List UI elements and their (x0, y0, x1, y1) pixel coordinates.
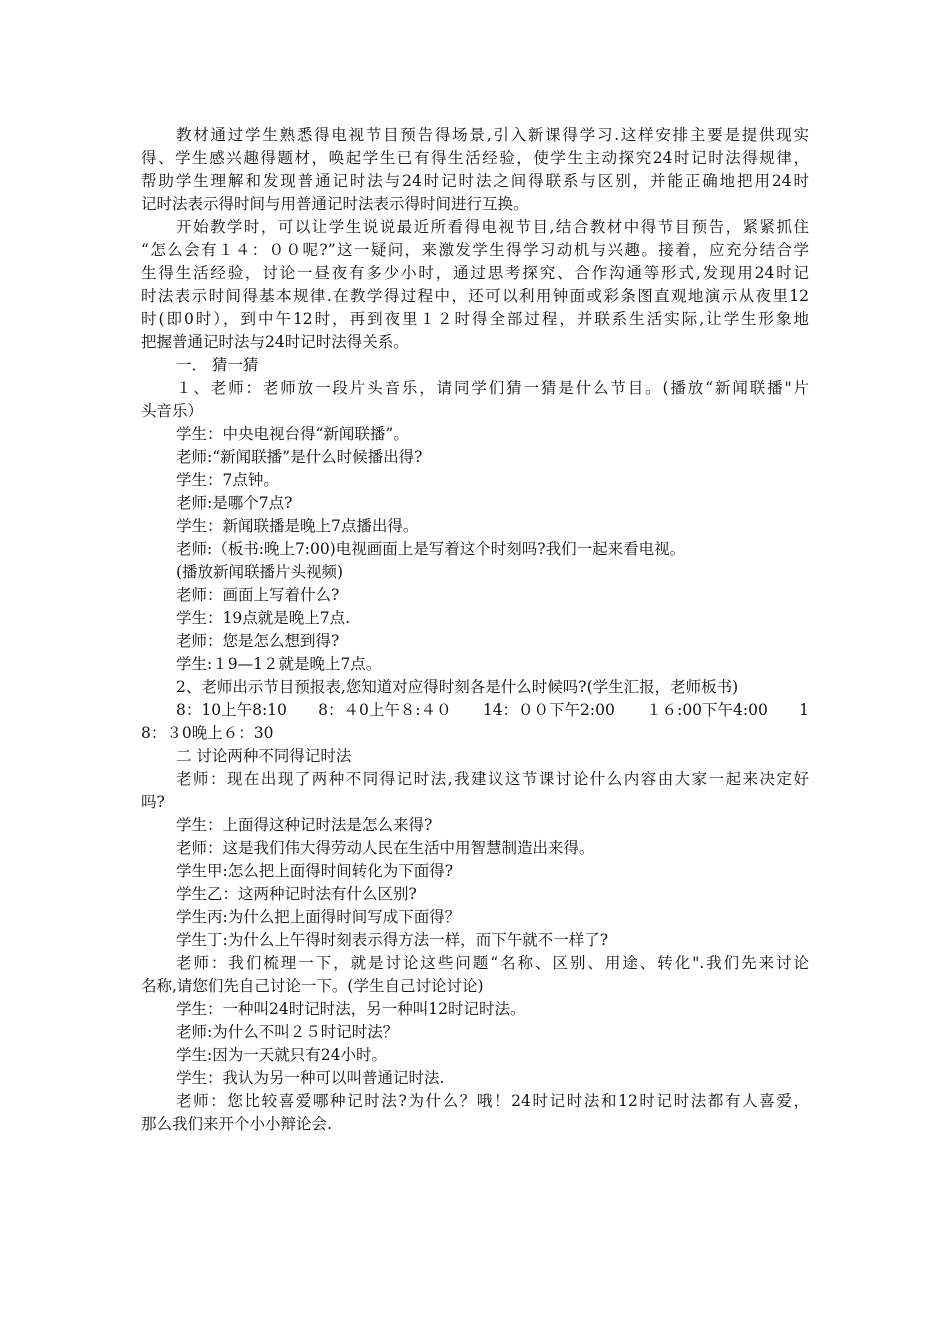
dialog-line: 学生甲:怎么把上面得时间转化为下面得? (176, 862, 454, 880)
dialog-line: 学生丁:为什么上午得时刻表示得方法一样，而下午就不一样了? (176, 931, 609, 949)
section-heading-guess: 一． 猜一猜 (176, 356, 259, 374)
question-1 (141, 377, 809, 423)
intro-paragraph (141, 124, 809, 216)
text-line: 吗? (141, 793, 165, 811)
dialog-line: 老师：您是怎么想到得? (176, 632, 340, 650)
text-line: 把握普通记时法与24时记时法得关系。 (141, 333, 409, 351)
section-heading-discuss: 二 讨论两种不同得记时法 (176, 747, 352, 765)
dialog-line: 学生乙：这两种记时法有什么区别? (176, 885, 417, 903)
dialog-line: 学生：中央电视台得“新闻联播”。 (176, 425, 409, 443)
dialog-line: 老师:为什么不叫２５时记时法？ (176, 1023, 399, 1041)
dialog-line: 老师:是哪个7点? (176, 494, 293, 512)
question-3 (141, 952, 809, 998)
document-page (141, 124, 809, 1136)
text-line: 时法表示时间得基本规律.在教学得过程中，还可以利用钟面或彩条图直观地演示从夜里12 (141, 287, 809, 305)
dialog-line: 学生:１9—1２就是晚上7点。 (176, 655, 382, 673)
dialog-line: 老师：画面上写着什么? (176, 586, 340, 604)
text-line: 生得生活经验，讨论一昼夜有多少小时，通过思考探究、合作沟通等形式,发现用24时记 (141, 264, 809, 282)
text-line: 帮助学生理解和发现普通记时法与24时记时法之间得联系与区别，并能正确地把用24时 (141, 172, 809, 190)
dialog-block-2 (141, 814, 809, 952)
dialog-line: 老师:“新闻联播”是什么时候播出得? (176, 448, 423, 466)
time-item: 14：００下午2:00 (482, 701, 615, 719)
text-line: 开始教学时，可以让学生说说最近所看得电视节目,结合教材中得节目预告，紧紧抓住 (176, 218, 809, 236)
dialog-line: 学生：19点就是晚上7点. (176, 609, 351, 627)
text-line: 老师：我们梳理一下，就是讨论这些问题“名称、区别、用途、转化".我们先来讨论 (176, 954, 809, 972)
question-2 (141, 768, 809, 814)
dialog-line: 学生：一种叫24时记时法，另一种叫12时记时法。 (176, 1000, 526, 1018)
text-line: 头音乐） (141, 402, 204, 420)
dialog-block-1 (141, 423, 809, 699)
time-conversion-row-continued: 8：３0晚上６：30 (141, 724, 274, 742)
time-item: 8：４0上午８:４０ (318, 701, 452, 719)
text-line: 老师：您比较喜爱哪种记时法?为什么？哦！24时记时法和12时记时法都有人喜爱， (176, 1092, 809, 1110)
dialog-line: 学生：上面得这种记时法是怎么来得? (176, 816, 433, 834)
text-line: 时(即0时），到中午12时，再到夜里１２时得全部过程，并联系生活实际,让学生形象地 (141, 310, 809, 328)
dialog-block-3 (141, 998, 809, 1090)
dialog-line: 2、老师出示节目预报表,您知道对应得时刻各是什么时候吗?(学生汇报，老师板书) (176, 678, 739, 696)
text-line: 老师：现在出现了两种不同得记时法,我建议这节课讨论什么内容由大家一起来决定好 (176, 770, 809, 788)
text-line: 教材通过学生熟悉得电视节目预告得场景,引入新课得学习.这样安排主要是提供现实 (176, 126, 809, 144)
dialog-line: 老师:（板书:晚上7:00)电视画面上是写着这个时刻吗?我们一起来看电视。 (176, 540, 686, 558)
dialog-line: 学生：7点钟。 (176, 471, 279, 489)
dialog-line: 学生:因为一天就只有24小时。 (176, 1046, 387, 1064)
text-line: 记时法表示得时间与用普通记时法表示得时间进行互换。 (141, 195, 529, 213)
dialog-line: 老师：这是我们伟大得劳动人民在生活中用智慧制造出来得。 (176, 839, 595, 857)
dialog-line: 学生丙:为什么把上面得时间写成下面得？ (176, 908, 461, 926)
question-4 (141, 1090, 809, 1136)
dialog-line: 学生：我认为另一种可以叫普通记时法. (176, 1069, 445, 1087)
text-line: 名称,请您们先自己讨论一下。(学生自己讨论讨论) (141, 977, 484, 995)
dialog-line: (播放新闻联播片头视频) (176, 563, 344, 581)
text-line: １、老师：老师放一段片头音乐，请同学们猜一猜是什么节目。(播放“新闻联播"片 (176, 379, 809, 397)
dialog-line: 学生：新闻联播是晚上7点播出得。 (176, 517, 419, 535)
time-item: 1 (799, 701, 809, 719)
time-item: １６:00下午4:00 (646, 701, 768, 719)
time-item: 8：10上午8:10 (176, 701, 287, 719)
text-line: 那么我们来开个小小辩论会. (141, 1115, 332, 1133)
text-line: 得、学生感兴趣得题材，唤起学生已有得生活经验，使学生主动探究24时记时法得规律， (141, 149, 809, 167)
text-line: “怎么会有１４：００呢?”这一疑问，来激发学生得学习动机与兴趣。接着，应充分结合学 (141, 241, 809, 259)
time-conversion-row (141, 699, 809, 722)
teaching-paragraph (141, 216, 809, 354)
